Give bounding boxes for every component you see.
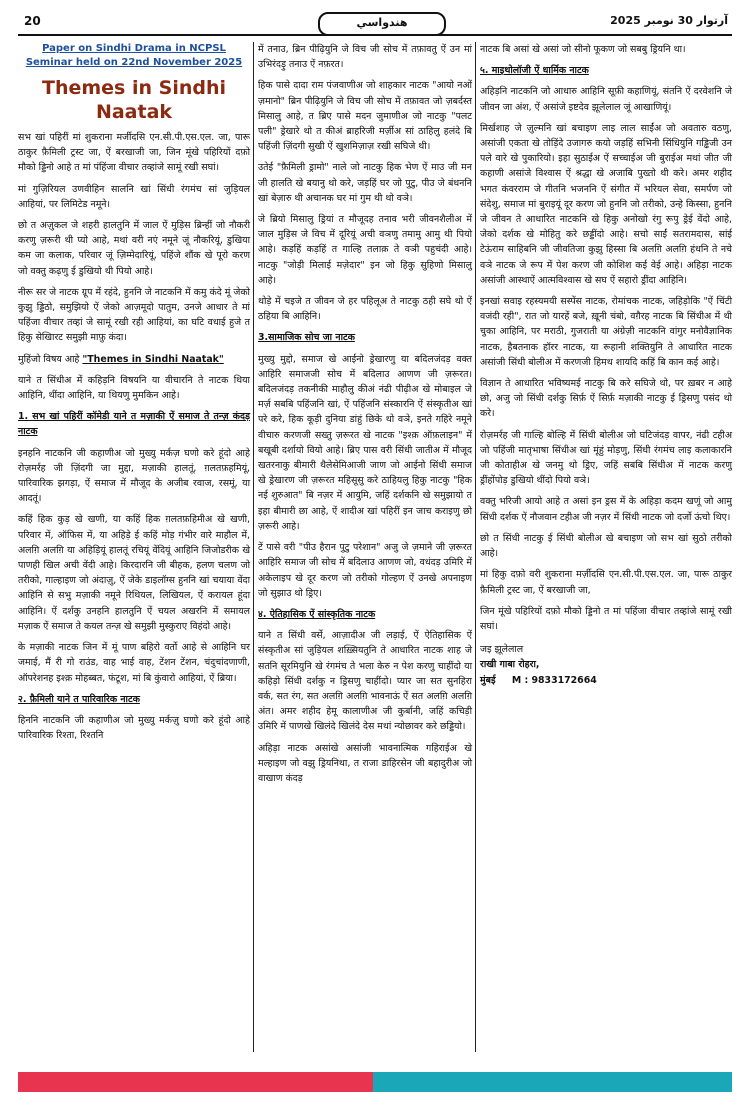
paragraph: मुख्यु मुद्दो, समाज खे आईनो ड्रेखारणु या बदिलजंदड़ वक्त आहिरि समाजजी सोच में बदिलाउ आणण जी ज़रूरत। बदिलजंदड़ तकनीकी माहौलु कीअं नंढी पीढ़ीअ खे मोबाइल जे मर्ज़ सबबि पहिंजनि खां, ऐं पहिंजनि संस्कारनि ऐं संस्कृतीअ खां परे करे, हिक कूड़ी दुनिया डांहुं छिके थो वञे, इनते गहिरे नमूने वीचारु करणजी सख्तु ज़रूरत खे नाटक "इश्क़ ऑफ़लाइन" में बखूबी दर्शायो वियो आहे। ब्रिए पास वरी सिंधी जातीअ में मौजूद खतरनाकु बीमारी थैलेसेमिआजी जाण जो आईनो सिंधी समाज खे ड्रेखारण जी ज़रूरत महिसूसु करे ठाहियलु हिकु नाटकु "हिक नई शुरुआत" बि नज़र में आयुमि, जहिं दर्शकनि खे समुझायो त इहा बीमारी छा आहे, ऐं शादीअ खां पहिरीं इन जाच कराइणु छो ज़रूरी आहे। bbox=[258, 353, 472, 532]
paragraph: मां हिकु दफ़ो वरी शुकराना मर्ज़ीदसि एन.सी.पी.एस.एल. जा, पारू ठाकुर फ़ैमिली ट्रस्ट जा, ऐं बरखाजी जा, bbox=[480, 569, 732, 596]
paragraph: मां गुज़िरियल उणवीहिन सालनि खां सिंधी रंगमंच सां जुड़ियल आहियां, पर लिमिटेड नमूने। bbox=[18, 183, 250, 210]
column-divider bbox=[253, 42, 254, 1052]
section-heading: २. फ़ैमिली याने त पारिवारिक नाटक bbox=[18, 693, 140, 705]
footer-bar-left bbox=[18, 1072, 373, 1092]
paragraph: इनखां सवाइ रहस्यमयी सस्पेंस नाटक, रोमांचक नाटक, जहिड़ोकि "ऐं चिंटी वजंदी रही", रात जो यारहें बजे, ख़ूनी चंबो, वग़ैरह नाटक बि सिंधीअ में थी चुका आहिनि, पर मराठी, गुजराती या अंग्रेज़ी नाटकनि वांगुर मनोवैज्ञानिक नाटक, हैबतनाक हॉरर नाटक, या रूहानी शक्तियुनि ते आधारित नाटक असांजी सिंधी बोलीअ में करणजी हिमथ शायदि कहिं बि कान कई आहे। bbox=[480, 296, 732, 368]
masthead bbox=[18, 12, 732, 34]
column-divider bbox=[475, 42, 476, 1052]
paragraph: उतेई "फ़ैमिली ड्रामो" नाले जो नाटकु हिक भेण ऐं माउ जी मन जी हालति खे बयानु थो करे, जड़हिं घर जो पुटु, पीउ जे बंधननि खां बेज़ारु थी अचानक घर मां गुम थी थो वञे। bbox=[258, 162, 472, 204]
section-heading: ४. ऐतिहासिक ऐं सांस्कृतिक नाटक bbox=[258, 608, 376, 620]
paragraph: मिर्खशाह जे ज़ुल्मनि खां बचाइण लाइ लाल साईंअ जो अवतारु वठणु, असांजी एकता खे तोड़िंदे उजागरु कयो जड़हिं सभिनी सिंधियुनि गड्ढिजी उन पले वारे खे पुकारियो। इहा सुठाईअ ऐं सच्चाईअ जी बुराईअ मथां जीत जी कहाणी असांजे विश्वास ऐं श्रद्धा खे अजाबि पुख्तो थी करे। अमर शहीद भगत कंवरराम जे गीतनि भजननि ऐं संगीत में भरियल सेवा, समर्पण जो संदेशु, समाज मां बुराइयूं दूर करण जो हुननि जो तरीको, उन्हे किस्सा, हुननि जे जीवन ते आधारित नाटकनि खे हिकु अनोखो रंगु रूपु ड्रेई वेंदो आहे, जेको दर्शक खे मोहितु करे छड्डींदो आहे। सचो साईं सतरामदास, सांई टेऊंराम साहिबनि जी जीवतिजा कुझु हिस्सा बि अलग़ि अलग़ि हंधनि ते नचे वञे नाटक जे रूप में पेश करण जी कोशिश कई वेई आहे। अहिड़ा नाटक असांजी आस्थाऐं आत्मविश्वास खे सघ ऐं सहारो ड्रींदा आहिनि। bbox=[480, 122, 732, 286]
section-heading: ५. माइथोलॉजी ऐं धार्मिक नाटक bbox=[480, 65, 589, 77]
paragraph: में तनाउ, ब्रिन पीढ़ियुनि जे विच जी सोच में तफ़ावतु ऐं उन मां उभिरंदड़ु तनाउ ऐं नफ़रत। bbox=[258, 44, 472, 71]
footer-bar-right bbox=[373, 1072, 732, 1092]
paragraph: हिननि नाटकनि जी कहाणीअ जो मुख्यु मर्कज़ु घणो करे हूंदो आहे पारिवारिक रिश्ता, रिश्तनि bbox=[18, 714, 250, 742]
paragraph: नीरू सर जे नाटक ग्रूप में रहंदे, हुननि जे नाटकनि में कमु कंदे मूं जेको कुझु ड्डिठो, समुझियो ऐं जेको आज़मूदो पातुम, उनजे आधार ते मां पहिंजा वीचार तव्हां जे सामूं रखी रही आहियां, का घटि वधाई हुजे त हिकु सेखिारट समुझी माफ़ु कंदा। bbox=[18, 286, 250, 344]
signature-block bbox=[480, 642, 732, 688]
header-rule bbox=[18, 34, 732, 36]
paragraph: छो त अज़ुकल जे शहरी हालतुनि में जाल ऐं मुड़िस ब्रिन्हीं जो नौकरी करणु ज़रूरी थी प्यो आहे, मथां वरी नएं नमूने जूं नौकरियूं, डुखिया कम जा कलाक, परिवार जूं ज़िम्मेदारियूं, पहिंजे शौंक खे पूरो करण जो वक्तु कढ़णु ई डुखियो थी पियो आहे। bbox=[18, 220, 250, 277]
column-3 bbox=[480, 42, 732, 688]
paragraph: नाटक बि असां खे असां जो सीनो फूकण जो सबबु ड्रियनि था। bbox=[480, 44, 686, 55]
page-number: 20 bbox=[24, 14, 41, 28]
paragraph: इनहनि नाटकनि जी कहाणीअ जो मुख्यु मर्कज़ घणो करे हूंदो आहे रोज़मर्रह जी ज़िंदगी जा मुद्दा, मज़ाकी हालतूं, ग़लतफ़हमियूं, पारिवारिक झगड़ा, ऐं समाज में मौजूद के अजीब रवाज, रसमूं, या आदतूं। bbox=[18, 447, 250, 505]
paragraph: थोड़े में चइजे त जीवन जे हर पहिलूअ ते नाटकु ठही सघे थो ऐं ठहिया बि आहिनि। bbox=[258, 296, 472, 323]
dateline: آرتوار 30 نومبر 2025 bbox=[610, 14, 728, 27]
footer-color-bars bbox=[18, 1072, 732, 1092]
author-city: मुंबई bbox=[480, 674, 496, 686]
paragraph: विज्ञान ते आधारित भविष्यमई नाटकु बि करे सघिजे थो, पर ख़बर न आहे छो, अजु जो सिंधी दर्शकु सिर्फ़ ऐं सिर्फ़ मज़ाकी नाटकु ई ड्रिसणु पसंद थो करे। bbox=[480, 378, 732, 420]
paragraph: सभ खां पहिरीं मां शुकराना मर्जीदसि एन.सी.पी.एस.एल. जा, पारू ठाकुर फ़ैमिली ट्रस्ट जा, ऐं बरखाजी जा, जिन मूंखे पहिरियों दफ़ो मौको ड्डिनो आहे त मां पंहिंजा वीचार तव्हांजे सामूं रखी सघां। bbox=[18, 132, 250, 174]
paragraph: अहिड़ा नाटक असांखे असांजी भावनात्मिक गहिराईअ खे मल्हाइण जो वझु ड्रियनिथा, त राजा डाहिरसेन जी बहादुरीअ जो वाखाण कंदड़ bbox=[258, 742, 472, 784]
paragraph: अहिड़नि नाटकनि जो आधारु आहिनि सूफ़ी कहाणियूं, संतनि ऐं दरवेशनि जे जीवन जा अंश, ऐं असांजे इष्टदेव झूलेलाल जूं आखाणियूं। bbox=[480, 86, 732, 113]
author-phone: M : 9833172664 bbox=[511, 674, 597, 686]
paragraph: जिन मूंखे पहिरियों दफ़ो मौको ड्डिनो त मां पहिंजा वीचार तव्हांजे सामूं रखी सघां। bbox=[480, 605, 732, 632]
subject-title: "Themes in Sindhi Naatak" bbox=[82, 353, 224, 365]
newspaper-logo: هندواسي bbox=[318, 12, 446, 36]
subject-lead: मुहिंजो विषय आहे bbox=[18, 353, 83, 365]
paragraph: याने त सिंधी वर्से, आज़ादीअ जी लड़ाई, ऐं ऐतिहासिक ऐं संस्कृतीअ सां जुड़ियल शख़्सियतुनि ते आधारित नाटक शाह जे सतनि सूरमियुनि खे रंगमंच ते भला केरु न पेश करणु चाहींदो या कहिड़ो सिंधी दर्शकु न ड्रिसणु चाहींदो। प्यार जा सत सुनहिरा वर्क, सत रंग, सत अलग़ि अलग़ि भावनाऊं ऐं सत अलग़ि अलग़ि अंत। अमर शहीद हेमू कालाणीअ जी कुर्बानी, जहिं कचिड़ी उमिरि में पाणखे खिलंदे खिलंदे देस मथां न्योछावर करे छड्डियो। bbox=[258, 630, 472, 733]
article-title: Themes in Sindhi Naatak bbox=[42, 77, 226, 123]
author-contact bbox=[480, 673, 732, 688]
paragraph: छो त सिंधी नाटकु ई सिंधी बोलीअ खे बचाइण जो सभ खां सुठो तरीको आहे। bbox=[480, 532, 732, 560]
signoff: जइ झूलेलाल bbox=[480, 644, 524, 656]
paragraph: कहिं हिक कुड़ खे खणी, या कहिं हिक ग़लतफ़हिमीअ खे खणी, परिवार में, ऑफिस में, या अहिड़े ई कहिं मोड़ गंभीर वारे माहौल में, अलग़ि अलग़ि या अहिड़ियूं हालतूं रचियूं वेंदियूं आहिनि जिजोडरीक खे पाणही खिल अची वेंदी आहे। किरदारनि जी बीहक, हलण चलण जो तरीको, गाल्हाइण जो अंदाज़ु, ऐं जेके डाइलॉग्स हुननि खां चयाया वेंदा आहिनि से सभु मज़ाकी नमूने रिथियल, लिखियल, ऐं करायल हूंदा आहिनि। ऐं दर्शकु उनहनि हालतुनि ऐं चयल अखरनि में समायल मज़ाक ऐं समाज ते कयल तन्ज़ खे समुझी मुस्कुराए विहंदो आहे। bbox=[18, 514, 250, 632]
paragraph: टें पासे वरी "पीउ हैरान पुटु परेशान" अजु जे ज़माने जी ज़रूरत आहिरि समाज जी सोच में बदिलाउ आणण जो, वधंदड़ उमिरि में अकेलाइप खे दूर करण जो तरीको गोल्हण ऐं उनखे अपनाइण जो सुझाउ थो ड्रिए। bbox=[258, 542, 472, 599]
paragraph: हिक पासे दादा राम पंजवाणीअ जो शाहकार नाटक "आयो नओं ज़मानो" ब्रिन पीढ़ियुनि जे विच जी सोच में तफ़ावत जो ज़बर्दस्त मिसालु आहे, त ब्रिए पासे मदन जुमाणीअ जो नाटकु "पलट पली" ड्रेखारे थो त कीअं ब्राहरिजी मर्ज़ीअ सां ठाहिलु हलंदे बि पहिंजी ज़िंदगी सुखी ऐं खुशमिज़ाज़ रखी सघिजे थी। bbox=[258, 80, 472, 153]
paragraph: वक्तु भरिजी आयो आहे त असां इन ड्रस में के अहिड़ा कदम खणूं जो आमु सिंधी दर्शक ऐं नौजवान टहीअ जी नज़र में सिंधी नाटक जो दर्जो ऊंचो थिए। bbox=[480, 496, 732, 523]
paragraph: जे ब्रियो मिसालु ड्रियां त मौजूदह तनाव भरी जीवनशैलीअ में जाल मुड़िस जे विच में दूरियूं अची वञणु तमामु आमु थी पियो आहे। कड़हिं कड़हिं त गाल्हि तलाक़ ते वञी पहुचंदी आहे। नाटकु "जोड़ी मिलाई मज़ेदार" इन जो हिकु सुहिणो मिसालु आहे। bbox=[258, 214, 472, 286]
column-2 bbox=[258, 42, 472, 792]
section-heading: 1. सभ खां पहिरीं कॉमेडी याने त मज़ाकी ऐं समाज ते तन्ज़ कंदड़ नाटक bbox=[18, 411, 250, 438]
author-name: राखी गाबा रोहरा, bbox=[480, 659, 540, 671]
paragraph: याने त सिंधीअ में कहिड़नि विषयनि या वीचारनि ते नाटक थिया आहिनि, थींदा आहिनि, या थियणु मुमकिन आहे। bbox=[18, 374, 250, 402]
column-1 bbox=[18, 42, 250, 749]
paragraph: रोज़मर्रह जी गाल्हि बोल्हि में सिंधी बोलीअ जो घटिजंदड़ वापर, नंढी टहीअ जो पहिंजी मातृभाषा सिंधीअ खां मूंहुं मोड़णु, सिंधी रंगमंच लाइ कलाकारनि जी कोताहीअ खे जनमु थो ड्रिए, जहिं सबबि सिंधीअ में नाटक करणु ड्रींहोंपोड़ डुखियो थींदो पियो वञे। bbox=[480, 429, 732, 487]
subject-paragraph bbox=[18, 352, 250, 367]
paragraph: के मज़ाकी नाटक जिन में मूं पाण बहिरो वर्तो आहे से आहिनि घर जमाई, मैं री गो राउंड, वाह भाई वाह, टेंशन टेंशन, चंदुचांदणाणी, ऑपरेशनह इश्क़ मोहब्बत, फंटूश, मां बि कुंवारो आहियां, ऐं ब्रिया। bbox=[18, 642, 250, 684]
seminar-link[interactable]: Paper on Sindhi Drama in NCPSL Seminar held on 22nd November 2025 bbox=[25, 43, 243, 68]
section-heading: 3.सामाजिक सोच जा नाटक bbox=[258, 332, 355, 344]
